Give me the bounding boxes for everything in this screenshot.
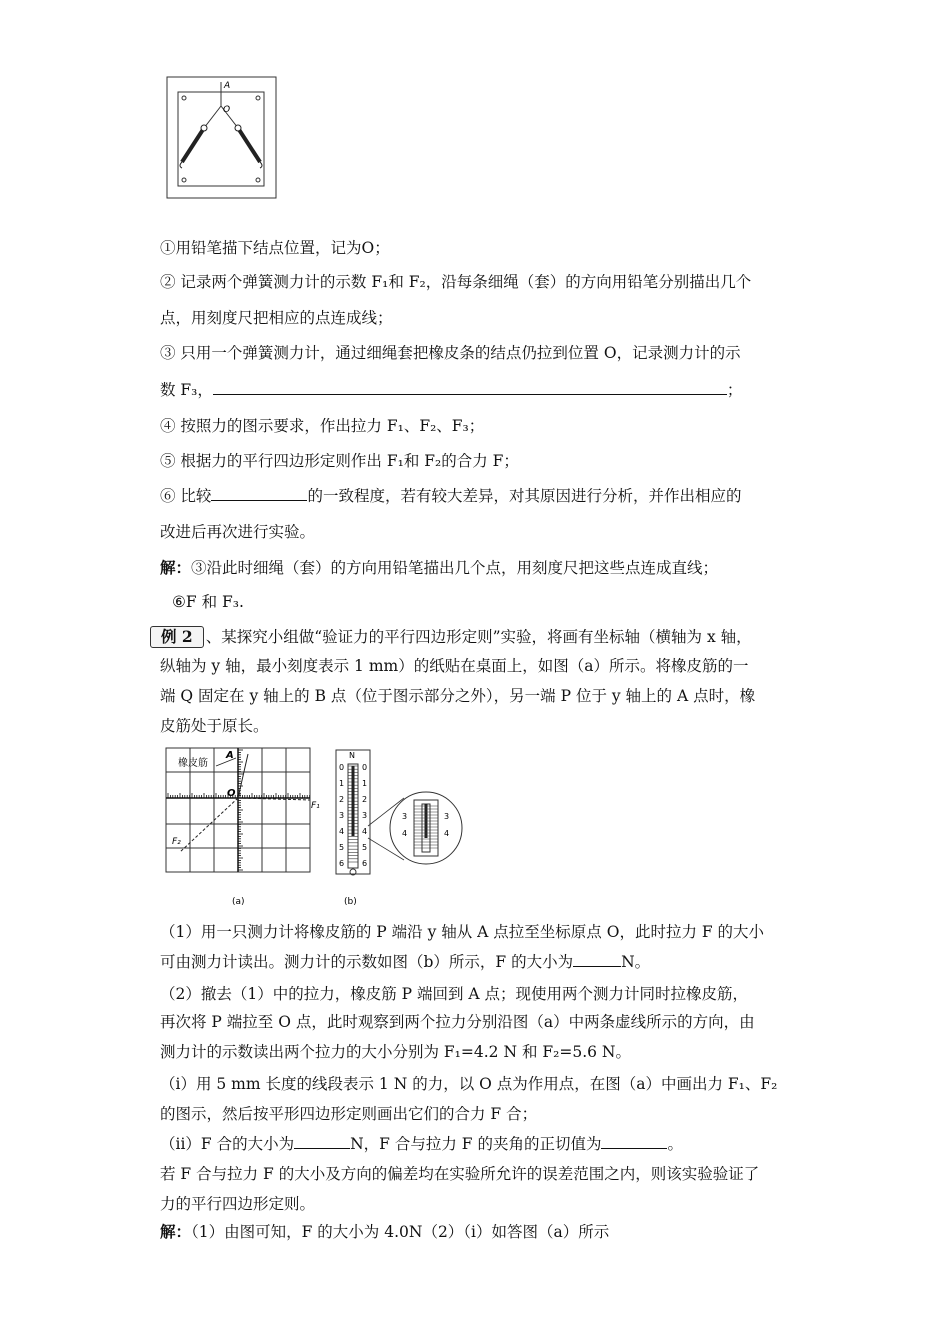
scale-left-tick-label: 5 (339, 843, 345, 852)
answer-blank-step3[interactable] (213, 380, 727, 395)
unit-n-label: N (349, 751, 355, 760)
example-2-text-1: 、某探究小组做“验证力的平行四边形定则”实验，将画有坐标轴（横轴为 x 轴， (205, 628, 752, 646)
scale-left-tick-label: 1 (339, 779, 345, 788)
example-2-line-1 (150, 626, 752, 648)
question-ii-line (160, 1134, 683, 1154)
question-1-line-1: （1）用一只测力计将橡皮筋的 P 端沿 y 轴从 A 点拉至坐标原点 O，此时拉力 F 的大小 (160, 923, 765, 941)
step-1: ①用铅笔描下结点位置，记为O； (160, 239, 390, 257)
scale-left-tick-label: 0 (339, 763, 345, 772)
step-4: ④ 按照力的图示要求，作出拉力 F₁、F₂、F₃； (160, 417, 485, 435)
example-2-line-3: 端 Q 固定在 y 轴上的 B 点（位于图示部分之外），另一端 P 位于 y 轴上的 A 点时，橡 (160, 687, 756, 705)
zoom-right-4: 4 (444, 829, 450, 838)
scale-left-tick-label: 2 (339, 795, 345, 804)
step-6-line-2: 改进后再次进行实验。 (160, 523, 316, 541)
solution-2-text: （1）由图可知，F 的大小为 4.0N（2）（i）如答图（a）所示 (191, 1223, 610, 1241)
scale-right-tick-label: 4 (362, 827, 368, 836)
scale-left-tick-label: 6 (339, 859, 345, 868)
scale-right-tick-label: 2 (362, 795, 368, 804)
step-3-prefix: 数 F₃， (160, 381, 213, 399)
example-2-line-2: 纵轴为 y 轴，最小刻度表示 1 mm）的纸贴在桌面上，如图（a）所示。将橡皮筋的一 (160, 657, 749, 675)
question-2-line-1: （2）撤去（1）中的拉力，橡皮筋 P 端回到 A 点；现使用两个测力计同时拉橡皮筋， (160, 985, 749, 1003)
step-3-line-1: ③ 只用一个弹簧测力计，通过细绳套把橡皮条的结点仍拉到位置 O，记录测力计的示 (160, 344, 741, 362)
scale-right-tick-label: 1 (362, 779, 368, 788)
question-ii-mid: N，F 合与拉力 F 的夹角的正切值为 (350, 1135, 602, 1153)
answer-blank-force[interactable] (573, 952, 621, 967)
scale-left-tick-label: 4 (339, 827, 345, 836)
scale-right-tick-label: 3 (362, 811, 368, 820)
question-i-line-1: （i）用 5 mm 长度的线段表示 1 N 的力，以 O 点为作用点，在图（a）中画出力 F₁、F₂ (160, 1075, 778, 1093)
step-2-line-2: 点，用刻度尺把相应的点连成线； (160, 309, 393, 327)
label-o: O (223, 105, 231, 115)
step-6-prefix: ⑥ 比较 (160, 487, 212, 505)
step-5: ⑤ 根据力的平行四边形定则作出 F₁和 F₂的合力 F； (160, 452, 519, 470)
conclusion-line-2: 力的平行四边形定则。 (160, 1195, 316, 1213)
question-1-line-2 (160, 952, 650, 972)
question-2-line-2: 再次将 P 端拉至 O 点，此时观察到两个拉力分别沿图（a）中两条虚线所示的方向，由 (160, 1013, 755, 1031)
scale-right-tick-label: 5 (362, 843, 368, 852)
step-2-line-1: ② 记录两个弹簧测力计的示数 F₁和 F₂，沿每条细绳（套）的方向用铅笔分别描出几个 (160, 273, 752, 291)
answer-blank-tangent[interactable] (601, 1134, 667, 1149)
zoom-left-3: 3 (402, 812, 408, 821)
f1-label: F₁ (311, 801, 320, 811)
f2-label: F₂ (172, 837, 181, 847)
zoom-right-3: 3 (444, 812, 450, 821)
label-a: A (224, 81, 231, 91)
caption-b: (b) (344, 897, 357, 907)
solution-1-line-1 (160, 558, 718, 578)
solution-label: 解： (160, 558, 192, 577)
point-a-label: A (226, 750, 234, 761)
question-i-line-2: 的图示，然后按平形四边形定则画出它们的合力 F 合； (160, 1105, 538, 1123)
scale-left-tick-label: 3 (339, 811, 345, 820)
zoom-left-4: 4 (402, 829, 408, 838)
point-o-label: O (227, 788, 236, 799)
scale-right-tick-label: 6 (362, 859, 368, 868)
solution-2-line (160, 1222, 609, 1242)
question-ii-suffix: 。 (667, 1135, 683, 1153)
figure-spring-board (166, 76, 278, 200)
step-6-line-1 (160, 486, 741, 506)
step-3-suffix: ； (726, 381, 743, 399)
question-ii-prefix: （ii）F 合的大小为 (160, 1135, 295, 1153)
step-6-suffix: 的一致程度，若有较大差异，对其原因进行分析，并作出相应的 (307, 487, 742, 505)
figure-coordinate-and-scale (164, 744, 464, 910)
question-1-suffix: N。 (621, 953, 651, 971)
solution-1-text: ③沿此时细绳（套）的方向用铅笔描出几个点，用刻度尺把这些点连成直线； (191, 559, 719, 577)
example-badge: 例 2 (150, 626, 204, 648)
example-2-line-4: 皮筋处于原长。 (160, 717, 269, 735)
scale-right-tick-label: 0 (362, 763, 368, 772)
answer-blank-resultant[interactable] (294, 1134, 350, 1149)
solution-1-line-2: ⑥F 和 F₃. (172, 593, 244, 611)
caption-a: (a) (232, 897, 245, 907)
question-1-prefix: 可由测力计读出。测力计的示数如图（b）所示，F 的大小为 (160, 953, 574, 971)
conclusion-line-1: 若 F 合与拉力 F 的大小及方向的偏差均在实验所允许的误差范围之内，则该实验验证了 (160, 1165, 760, 1183)
rubber-band-label: 橡皮筋 (178, 758, 208, 769)
answer-blank-step6[interactable] (211, 486, 307, 501)
step-3-line-2 (160, 380, 742, 400)
solution-2-label: 解： (160, 1222, 192, 1241)
question-2-line-3: 测力计的示数读出两个拉力的大小分别为 F₁=4.2 N 和 F₂=5.6 N。 (160, 1043, 631, 1061)
